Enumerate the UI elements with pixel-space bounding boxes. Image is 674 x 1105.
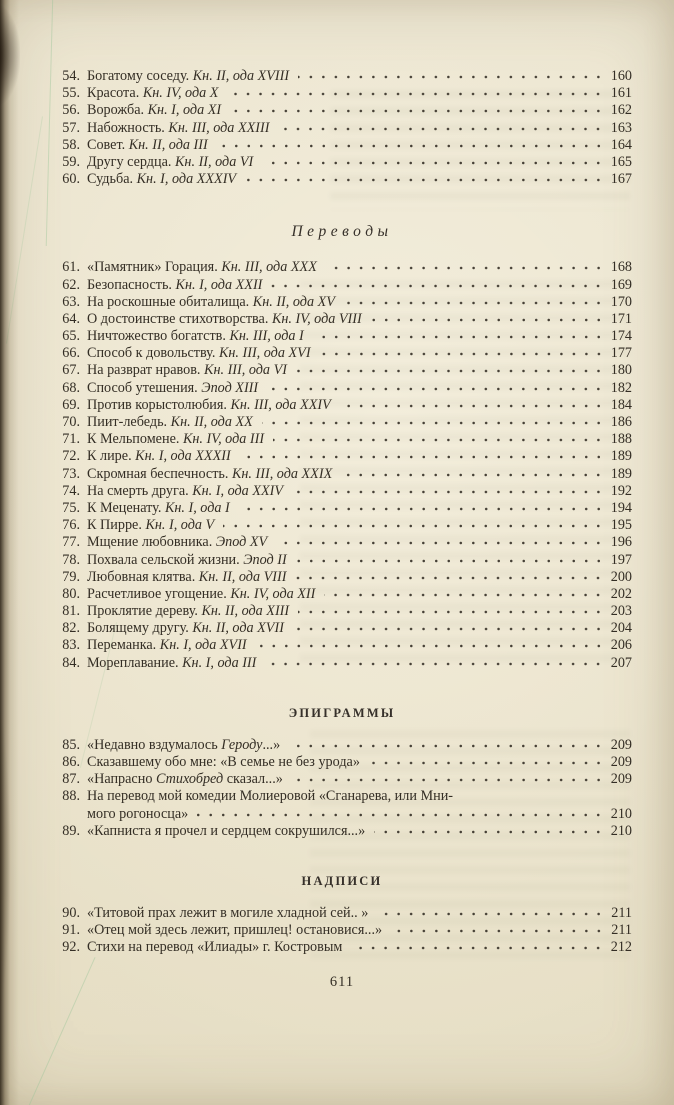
book-spine-shadow bbox=[0, 0, 20, 1105]
entry-title-italic: Кн. III, ода XXIII bbox=[168, 119, 270, 136]
dot-leader bbox=[197, 806, 604, 817]
entry-page-number: 206 bbox=[610, 637, 632, 654]
entry-number: 61. bbox=[62, 259, 80, 276]
entry-page-number: 192 bbox=[610, 482, 632, 499]
toc-entry bbox=[52, 414, 632, 431]
entry-title-italic: Кн. III, ода VI bbox=[204, 362, 287, 379]
entry-title-italic: Героду bbox=[221, 736, 263, 753]
dot-leader bbox=[324, 587, 604, 598]
entry-title-italic: Кн. II, ода VI bbox=[175, 153, 254, 170]
toc-entry bbox=[52, 771, 632, 788]
entry-title-italic: Кн. III, ода I bbox=[229, 328, 304, 345]
entry-title: «Памятник» Горация. Кн. III, ода XXX bbox=[87, 259, 317, 276]
entry-number: 73. bbox=[62, 465, 80, 482]
dot-leader bbox=[267, 380, 605, 391]
entry-number: 59. bbox=[62, 153, 80, 170]
entry-title: Похвала сельской жизни. Эпод II bbox=[87, 551, 287, 568]
entry-number: 78. bbox=[62, 551, 80, 568]
toc-entry bbox=[52, 823, 632, 840]
entry-title-italic: Эпод II bbox=[243, 551, 287, 568]
entry-number: 69. bbox=[62, 396, 80, 413]
entry-title: К Мельпомене. Кн. IV, ода III bbox=[87, 431, 265, 448]
toc-entry bbox=[52, 137, 632, 154]
entry-title-italic: Кн. I, ода V bbox=[145, 517, 215, 534]
dot-leader bbox=[240, 449, 605, 460]
entry-page-number: 170 bbox=[610, 293, 632, 310]
toc-entry bbox=[52, 68, 632, 85]
entry-title-italic: Кн. IV, ода VIII bbox=[271, 310, 362, 327]
entry-page-number: 182 bbox=[610, 379, 632, 396]
dot-leader bbox=[265, 655, 604, 666]
entry-page-number: 177 bbox=[610, 345, 632, 362]
entry-number: 75. bbox=[62, 499, 80, 516]
toc-entry bbox=[52, 586, 632, 603]
entry-page-number: 210 bbox=[610, 822, 632, 839]
dot-leader bbox=[374, 823, 605, 834]
dot-leader bbox=[227, 86, 604, 97]
dot-leader bbox=[292, 772, 605, 783]
toc-entry bbox=[52, 466, 632, 483]
toc-entry bbox=[52, 788, 632, 805]
toc-entry bbox=[52, 328, 632, 345]
entry-title: На роскошные обиталища. Кн. II, ода XV bbox=[87, 293, 335, 310]
entry-title-italic: Кн. III, ода XXIX bbox=[231, 465, 333, 482]
toc-entry bbox=[52, 483, 632, 500]
entry-page-number: 162 bbox=[610, 102, 632, 119]
dot-leader bbox=[292, 483, 605, 494]
entry-title: Совет. Кн. II, ода III bbox=[87, 136, 208, 153]
entry-number: 63. bbox=[62, 293, 80, 310]
toc-entry bbox=[52, 552, 632, 569]
toc-entry bbox=[52, 500, 632, 517]
entry-title-italic: Кн. I, ода XXXIV bbox=[136, 171, 237, 188]
toc-entry bbox=[52, 939, 632, 956]
toc-entries bbox=[52, 0, 632, 957]
toc-entry bbox=[52, 259, 632, 276]
toc-entry bbox=[52, 637, 632, 654]
toc-entry bbox=[52, 171, 632, 188]
toc-entry bbox=[52, 603, 632, 620]
dot-leader bbox=[262, 415, 605, 426]
entry-page-number: 188 bbox=[610, 431, 632, 448]
entry-title-italic: Кн. I, ода I bbox=[164, 499, 230, 516]
toc-entry bbox=[52, 922, 632, 939]
entry-title-italic: Кн. IV, ода III bbox=[182, 431, 265, 448]
toc-entry bbox=[52, 154, 632, 171]
entry-number: 88. bbox=[62, 788, 80, 805]
entry-title: К Меценату. Кн. I, ода I bbox=[87, 499, 230, 516]
entry-number: 89. bbox=[62, 822, 80, 839]
dot-leader bbox=[371, 312, 605, 323]
toc-entry bbox=[52, 569, 632, 586]
dot-leader bbox=[344, 294, 605, 305]
entry-title-continued: мого рогоносца» bbox=[87, 805, 189, 822]
dot-leader bbox=[340, 397, 605, 408]
entry-number: 74. bbox=[62, 482, 80, 499]
toc-entry bbox=[52, 905, 632, 922]
entry-title: Любовная клятва. Кн. II, ода VIII bbox=[87, 568, 287, 585]
entry-number: 90. bbox=[62, 904, 80, 921]
entry-number: 55. bbox=[62, 85, 80, 102]
entry-title-italic: Кн. I, ода XVII bbox=[159, 637, 247, 654]
toc-entry bbox=[52, 277, 632, 294]
toc-entry bbox=[52, 311, 632, 328]
entry-page-number: 210 bbox=[610, 805, 632, 822]
entry-number: 87. bbox=[62, 771, 80, 788]
entry-title: Набожность. Кн. III, ода XXIII bbox=[87, 119, 270, 136]
entry-page-number: 186 bbox=[610, 414, 632, 430]
entry-title-italic: Кн. II, ода XX bbox=[170, 414, 253, 430]
entry-title: Безопасность. Кн. I, ода XXII bbox=[87, 276, 263, 293]
entry-title: К Пирре. Кн. I, ода V bbox=[87, 517, 215, 534]
toc-entry bbox=[52, 345, 632, 362]
entry-number: 82. bbox=[62, 620, 80, 637]
entry-title: «Напрасно Стихобред сказал...» bbox=[87, 771, 283, 788]
section-heading: ЭПИГРАММЫ bbox=[288, 705, 396, 720]
toc-entry-continuation bbox=[52, 806, 632, 823]
entry-number: 80. bbox=[62, 585, 80, 602]
dot-leader bbox=[293, 621, 605, 632]
dot-leader bbox=[298, 604, 605, 615]
entry-page-number: 189 bbox=[610, 465, 632, 482]
section-heading: Переводы bbox=[291, 223, 393, 241]
entry-number: 62. bbox=[62, 276, 80, 293]
entry-title-italic: Кн. III, ода XVI bbox=[218, 345, 311, 362]
dot-leader bbox=[230, 103, 605, 114]
toc-entry bbox=[52, 85, 632, 102]
dot-leader bbox=[296, 363, 605, 374]
dot-leader bbox=[391, 923, 605, 934]
entry-page-number: 167 bbox=[610, 171, 632, 188]
entry-page-number: 196 bbox=[610, 534, 632, 551]
entry-title: Другу сердца. Кн. II, ода VI bbox=[87, 153, 254, 170]
dot-leader bbox=[377, 906, 605, 917]
entry-number: 76. bbox=[62, 517, 80, 534]
entry-page-number: 180 bbox=[610, 362, 632, 379]
dot-leader bbox=[341, 466, 604, 477]
entry-page-number: 212 bbox=[610, 939, 632, 956]
entry-number: 85. bbox=[62, 736, 80, 753]
entry-title: Способ к довольству. Кн. III, ода XVI bbox=[87, 345, 311, 362]
entry-number: 64. bbox=[62, 310, 80, 327]
entry-title: Способ утешения. Эпод XIII bbox=[87, 379, 259, 396]
entry-page-number: 194 bbox=[610, 499, 632, 516]
entry-number: 56. bbox=[62, 102, 80, 119]
entry-page-number: 168 bbox=[610, 259, 632, 276]
section-heading: НАДПИСИ bbox=[301, 873, 383, 888]
entry-number: 83. bbox=[62, 637, 80, 654]
entry-page-number: 197 bbox=[610, 551, 632, 568]
entry-page-number: 195 bbox=[610, 517, 632, 534]
entry-title: Судьба. Кн. I, ода XXXIV bbox=[87, 171, 237, 188]
entry-page-number: 171 bbox=[610, 310, 632, 327]
dot-leader bbox=[262, 155, 604, 166]
entry-page-number: 184 bbox=[610, 396, 632, 413]
entry-title: Ворожба. Кн. I, ода XI bbox=[87, 102, 222, 119]
entry-title-italic: Кн. I, ода III bbox=[182, 654, 257, 671]
dot-leader bbox=[217, 137, 605, 148]
entry-title-italic: Эпод XIII bbox=[201, 379, 259, 396]
toc-entry bbox=[52, 120, 632, 137]
toc-entry bbox=[52, 102, 632, 119]
entry-page-number: 203 bbox=[610, 603, 632, 620]
entry-page-number: 204 bbox=[610, 620, 632, 637]
entry-number: 77. bbox=[62, 534, 80, 551]
entry-page-number: 209 bbox=[610, 771, 632, 788]
entry-number: 92. bbox=[62, 939, 80, 956]
entry-title: Мореплавание. Кн. I, ода III bbox=[87, 654, 257, 671]
entry-page-number: 163 bbox=[610, 119, 632, 136]
entry-number: 86. bbox=[62, 754, 80, 770]
entry-page-number: 209 bbox=[610, 754, 632, 770]
toc-entry bbox=[52, 448, 632, 465]
entry-number: 58. bbox=[62, 136, 80, 153]
paper-crease bbox=[6, 116, 43, 343]
dot-leader bbox=[296, 552, 605, 563]
dot-leader bbox=[313, 329, 605, 340]
entry-title: Болящему другу. Кн. II, ода XVII bbox=[87, 620, 284, 637]
dot-leader bbox=[278, 120, 604, 131]
entry-title: Скромная беспечность. Кн. III, ода XXIX bbox=[87, 465, 333, 482]
entry-title: Переманка. Кн. I, ода XVII bbox=[87, 637, 247, 654]
dot-leader bbox=[223, 518, 605, 529]
entry-page-number: 211 bbox=[611, 922, 632, 939]
dot-leader bbox=[298, 69, 605, 80]
dot-leader bbox=[295, 569, 604, 580]
dot-leader bbox=[239, 501, 605, 512]
toc-entry bbox=[52, 620, 632, 637]
entry-number: 67. bbox=[62, 362, 80, 379]
entry-number: 84. bbox=[62, 654, 80, 671]
entry-page-number: 189 bbox=[610, 448, 632, 465]
entry-number: 72. bbox=[62, 448, 80, 465]
dot-leader bbox=[256, 638, 605, 649]
entry-page-number: 161 bbox=[610, 85, 632, 102]
toc-entry bbox=[52, 754, 632, 771]
entry-title-italic: Стихобред bbox=[155, 771, 224, 788]
dot-leader bbox=[326, 260, 605, 271]
dot-leader bbox=[351, 940, 604, 951]
entry-title-italic: Кн. IV, ода X bbox=[142, 85, 219, 102]
entry-title-italic: Кн. II, ода XV bbox=[252, 293, 335, 310]
entry-title: На перевод мой комедии Молиеровой «Сганарева, или Мни- bbox=[87, 788, 454, 805]
dot-leader bbox=[273, 432, 605, 443]
entry-number: 70. bbox=[62, 414, 80, 430]
entry-title: «Отец мой здесь лежит, пришлец! остановися...» bbox=[87, 922, 383, 939]
entry-title-italic: Кн. II, ода XVII bbox=[192, 620, 284, 637]
entry-page-number: 160 bbox=[610, 68, 632, 84]
toc-entry bbox=[52, 431, 632, 448]
entry-title-italic: Кн. III, ода XXIV bbox=[230, 396, 331, 413]
entry-page-number: 174 bbox=[610, 328, 632, 345]
entry-title-italic: Кн. II, ода VIII bbox=[198, 568, 287, 585]
entry-title: Пиит-лебедь. Кн. II, ода XX bbox=[87, 414, 253, 430]
entry-number: 54. bbox=[62, 68, 80, 84]
entry-page-number: 207 bbox=[610, 654, 632, 671]
entry-title: Расчетливое угощение. Кн. IV, ода XII bbox=[87, 585, 316, 602]
entry-page-number: 169 bbox=[610, 276, 632, 293]
toc-entry bbox=[52, 737, 632, 754]
dot-leader bbox=[320, 346, 605, 357]
entry-page-number: 164 bbox=[610, 136, 632, 153]
entry-page-number: 209 bbox=[610, 736, 632, 753]
toc-entry bbox=[52, 380, 632, 397]
entry-title: Красота. Кн. IV, ода X bbox=[87, 85, 219, 102]
entry-number: 60. bbox=[62, 171, 80, 188]
entry-title-italic: Кн. I, ода XXXII bbox=[135, 448, 231, 465]
entry-title-italic: Кн. II, ода III bbox=[128, 136, 208, 153]
dot-leader bbox=[271, 277, 604, 288]
table-of-contents bbox=[52, 0, 632, 991]
entry-title: Ничтожество богатств. Кн. III, ода I bbox=[87, 328, 304, 345]
entry-title: О достоинстве стихотворства. Кн. IV, ода VIII bbox=[87, 310, 362, 327]
dot-leader bbox=[369, 755, 605, 766]
entry-number: 79. bbox=[62, 568, 80, 585]
entry-title: «Титовой прах лежит в могиле хладной сей.. » bbox=[87, 904, 369, 921]
entry-title: На разврат нравов. Кн. III, ода VI bbox=[87, 362, 287, 379]
entry-number: 68. bbox=[62, 379, 80, 396]
entry-title: Стихи на перевод «Илиады» г. Костровым bbox=[87, 939, 343, 956]
dot-leader bbox=[245, 172, 605, 183]
entry-title-italic: Кн. I, ода XXIV bbox=[192, 482, 284, 499]
entry-title: К лире. Кн. I, ода XXXII bbox=[87, 448, 231, 465]
entry-number: 91. bbox=[62, 922, 80, 939]
entry-title: На смерть друга. Кн. I, ода XXIV bbox=[87, 482, 284, 499]
entry-title: Богатому соседу. Кн. II, ода XVIII bbox=[87, 68, 290, 84]
entry-title: Мщение любовника. Эпод XV bbox=[87, 534, 268, 551]
dot-leader bbox=[289, 737, 605, 748]
entry-page-number: 200 bbox=[610, 568, 632, 585]
entry-number: 65. bbox=[62, 328, 80, 345]
entry-title-italic: Кн. II, ода XIII bbox=[201, 603, 290, 620]
folio-page-number: 611 bbox=[329, 973, 355, 990]
entry-title: «Недавно вздумалось Героду...» bbox=[87, 736, 281, 753]
dot-leader bbox=[276, 535, 605, 546]
toc-entry bbox=[52, 397, 632, 414]
entry-title-italic: Кн. III, ода XXX bbox=[221, 259, 317, 276]
toc-entry bbox=[52, 294, 632, 311]
toc-entry bbox=[52, 655, 632, 672]
toc-entry bbox=[52, 517, 632, 534]
entry-title-italic: Кн. I, ода XI bbox=[147, 102, 222, 119]
entry-number: 81. bbox=[62, 603, 80, 620]
entry-title-italic: Кн. I, ода XXII bbox=[175, 276, 263, 293]
entry-page-number: 202 bbox=[610, 585, 632, 602]
entry-page-number: 211 bbox=[611, 904, 632, 921]
entry-title: Против корыстолюбия. Кн. III, ода XXIV bbox=[87, 396, 331, 413]
entry-number: 57. bbox=[62, 119, 80, 136]
entry-title-italic: Кн. II, ода XVIII bbox=[192, 68, 290, 84]
toc-entry bbox=[52, 534, 632, 551]
entry-title-italic: Кн. IV, ода XII bbox=[230, 585, 316, 602]
entry-title: Проклятие дереву. Кн. II, ода XIII bbox=[87, 603, 290, 620]
entry-title: Сказавшему обо мне: «В семье не без урода» bbox=[87, 754, 360, 770]
entry-page-number: 165 bbox=[610, 153, 632, 170]
entry-number: 66. bbox=[62, 345, 80, 362]
entry-title-italic: Эпод XV bbox=[215, 534, 268, 551]
toc-entry bbox=[52, 362, 632, 379]
entry-number: 71. bbox=[62, 431, 80, 448]
entry-title: «Капниста я прочел и сердцем сокрушился...» bbox=[87, 822, 366, 839]
